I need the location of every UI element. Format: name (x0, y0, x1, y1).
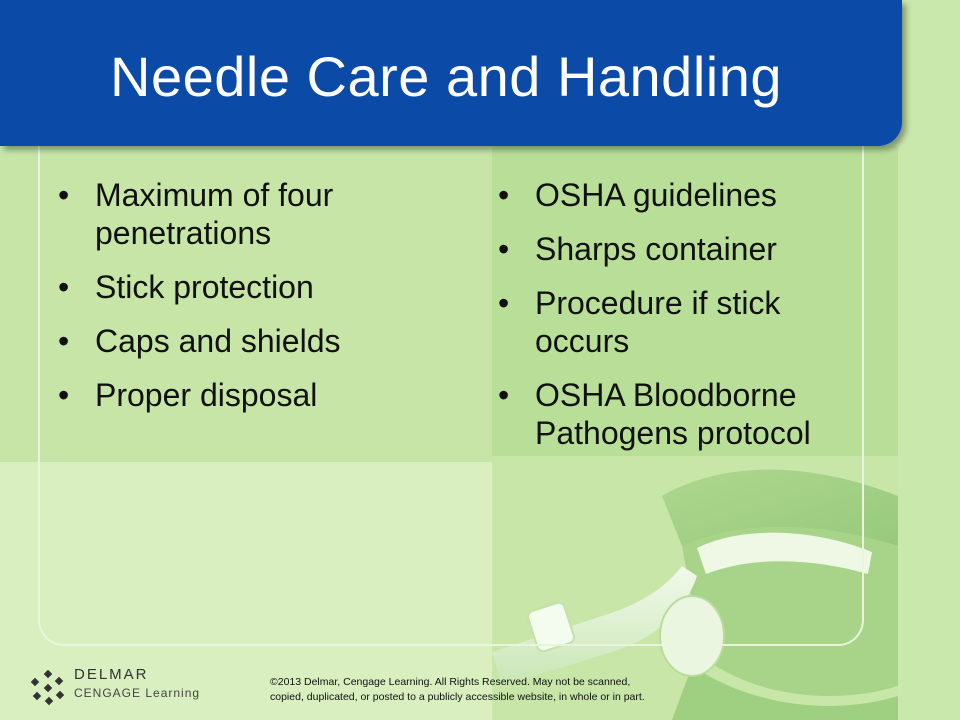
bullet-item: • Sharps container (498, 230, 878, 268)
slide-title: Needle Care and Handling (110, 45, 782, 108)
bullet-item: • Stick protection (58, 268, 468, 306)
bullet-item: • OSHA Bloodborne Pathogens protocol (498, 376, 878, 452)
left-bullet-list (58, 176, 468, 430)
bullet-item: • Proper disposal (58, 376, 468, 414)
copyright-line-1: ©2013 Delmar, Cengage Learning. All Rights Reserved. May not be scanned, (270, 676, 631, 688)
logo-delmar-text: DELMAR (74, 666, 149, 683)
copyright-notice (270, 675, 730, 705)
bullet-item: • Maximum of four penetrations (58, 176, 468, 252)
copyright-line-2: copied, duplicated, or posted to a publicly accessible website, in whole or in part. (270, 691, 645, 703)
title-bar (0, 0, 902, 146)
delmar-star-logo-icon (30, 670, 66, 706)
logo-cengage-text: CENGAGE Learning (74, 686, 201, 700)
bullet-item: • OSHA guidelines (498, 176, 878, 214)
background-right-strip (898, 0, 960, 720)
right-bullet-list (498, 176, 878, 468)
bullet-item: • Caps and shields (58, 322, 468, 360)
delmar-logo (30, 664, 220, 708)
bullet-item: • Procedure if stick occurs (498, 284, 878, 360)
